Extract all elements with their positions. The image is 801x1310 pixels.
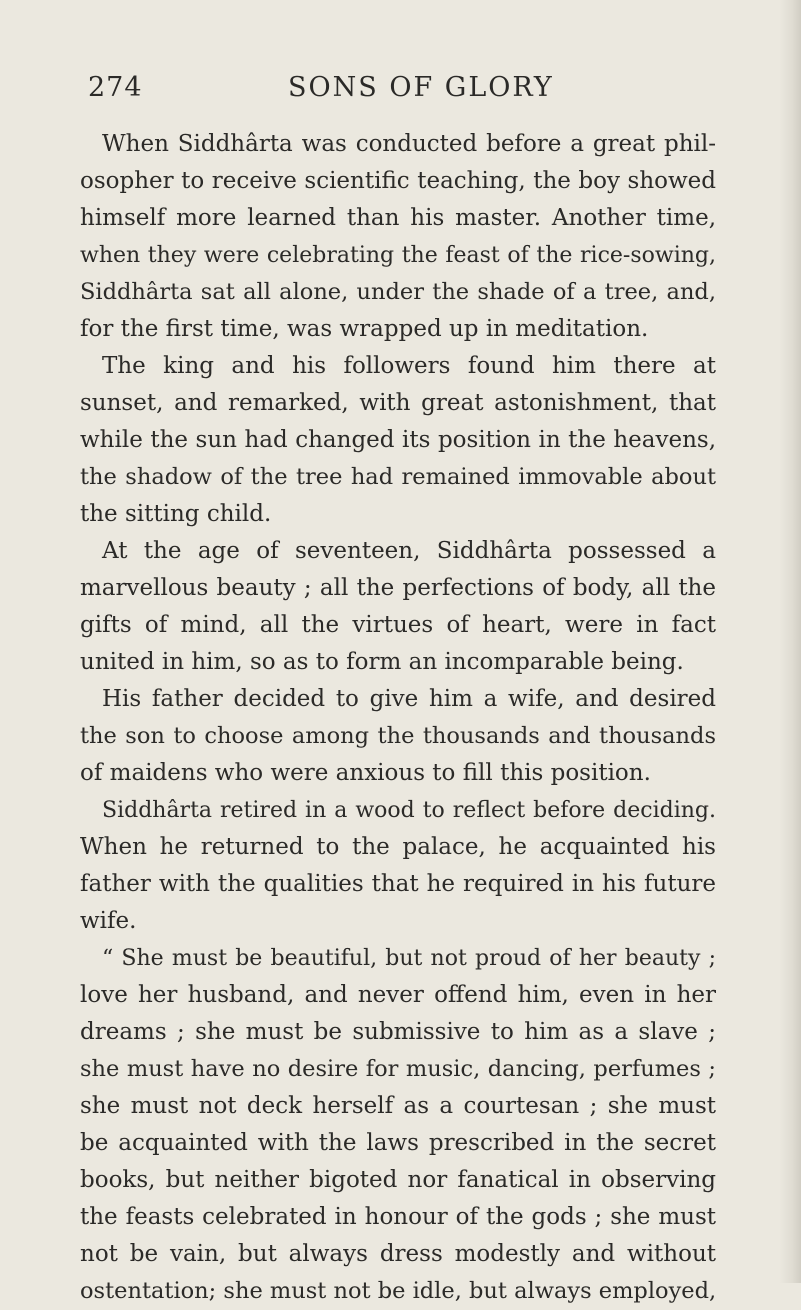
- text-line: of maidens who were anxious to fill this position.: [80, 760, 651, 786]
- text-line: dreams ; she must be submissive to him as a slave ;: [80, 1019, 716, 1045]
- text-line: she must have no desire for music, dancing, perfumes ;: [80, 1056, 716, 1082]
- page-number: 274: [88, 72, 143, 103]
- text-line: When Siddhârta was conducted before a great phil-: [102, 131, 716, 157]
- text-line: marvellous beauty ; all the perfections of body, all the: [80, 575, 716, 601]
- text-line: “ She must be beautiful, but not proud of her beauty ;: [102, 946, 716, 971]
- text-line: father with the qualities that he required in his future: [80, 871, 716, 897]
- text-line: while the sun had changed its position in the heavens,: [80, 427, 716, 453]
- text-line: ostentation; she must not be idle, but always employed,: [80, 1278, 717, 1304]
- text-line: not be vain, but always dress modestly and without: [80, 1241, 716, 1267]
- text-line: Siddhârta sat all alone, under the shade of a tree, and,: [80, 279, 716, 305]
- text-line: when they were celebrating the feast of the rice-sowing,: [80, 243, 716, 268]
- text-line: the shadow of the tree had remained immovable about: [80, 464, 716, 490]
- text-line: osopher to receive scientific teaching, the boy showed: [80, 168, 716, 194]
- text-line: be acquainted with the laws prescribed in the secret: [80, 1130, 716, 1156]
- text-line: the sitting child.: [80, 501, 272, 527]
- body-text: [80, 126, 716, 1310]
- text-line: His father decided to give him a wife, and desired: [102, 686, 716, 712]
- text-line: At the age of seventeen, Siddhârta possessed a: [102, 538, 716, 564]
- text-line: the feasts celebrated in honour of the gods ; she must: [80, 1204, 716, 1230]
- text-line: sunset, and remarked, with great astonishment, that: [80, 390, 716, 416]
- text-line: she must not deck herself as a courtesan ; she must: [80, 1093, 716, 1119]
- text-line: the son to choose among the thousands and thousands: [80, 723, 716, 749]
- text-line: When he returned to the palace, he acquainted his: [80, 834, 716, 860]
- page-edge-shadow: [779, 0, 801, 1283]
- text-line: gifts of mind, all the virtues of heart, were in fact: [80, 612, 716, 638]
- text-line: books, but neither bigoted nor fanatical in observing: [80, 1167, 716, 1193]
- running-head: [88, 72, 713, 108]
- text-line: wife.: [80, 908, 137, 934]
- running-title: SONS OF GLORY: [288, 72, 554, 103]
- text-line: united in him, so as to form an incomparable being.: [80, 649, 684, 675]
- text-line: himself more learned than his master. Another time,: [80, 205, 716, 231]
- text-line: The king and his followers found him there at: [102, 353, 716, 379]
- text-line: love her husband, and never offend him, even in her: [80, 982, 716, 1008]
- text-line: Siddhârta retired in a wood to reflect before deciding.: [102, 798, 716, 823]
- text-line: for the first time, was wrapped up in meditation.: [80, 316, 649, 342]
